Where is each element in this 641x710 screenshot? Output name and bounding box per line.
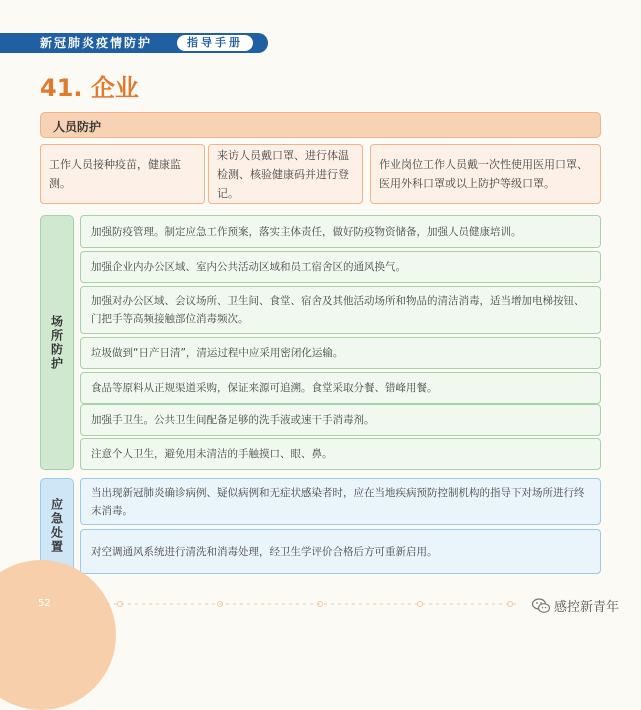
venue-item-2: 加强企业内办公区域、室内公共活动区域和员工宿舍区的通风换气。 — [80, 251, 601, 283]
personnel-item-2: 来访人员戴口罩、进行体温检测、核验健康码并进行登记。 — [208, 144, 363, 204]
venue-item-4: 垃圾做到“日产日清”，清运过程中应采用密闭化运输。 — [80, 337, 601, 369]
personnel-protection-heading — [40, 112, 601, 138]
watermark-text: 感控新青年 — [553, 600, 619, 615]
header-title: 新冠肺炎疫情防护 — [40, 36, 153, 50]
personnel-item-1: 工作人员接种疫苗，健康监测。 — [40, 144, 205, 204]
header-subtitle: 指导手册 — [177, 35, 253, 51]
wechat-icon — [532, 598, 550, 614]
page-number: 52 — [38, 598, 51, 609]
wechat-watermark — [532, 596, 619, 615]
venue-protection-label: 场所防护 — [49, 314, 64, 371]
venue-protection-label-box — [40, 215, 74, 470]
venue-item-7: 注意个人卫生，避免用未清洁的手触摸口、眼、鼻。 — [80, 438, 601, 470]
venue-item-6: 加强手卫生。公共卫生间配备足够的洗手液或速干手消毒剂。 — [80, 404, 601, 436]
emergency-item-1: 当出现新冠肺炎确诊病例、疑似病例和无症状感染者时，应在当地疾病预防控制机构的指导下对场所进行终末消毒。 — [80, 478, 601, 525]
page-number-circle — [0, 560, 116, 710]
emergency-item-2: 对空调通风系统进行清洗和消毒处理，经卫生学评价合格后方可重新启用。 — [80, 529, 601, 574]
dotted-line-graphic — [100, 600, 520, 608]
venue-item-1: 加强防疫管理。制定应急工作预案，落实主体责任，做好防疫物资储备，加强人员健康培训。 — [80, 215, 601, 248]
personnel-item-3: 作业岗位工作人员戴一次性使用医用口罩、医用外科口罩或以上防护等级口罩。 — [370, 144, 601, 204]
venue-item-3: 加强对办公区域、会议场所、卫生间、食堂、宿舍及其他活动场所和物品的清洁消毒，适当增加电梯按钮、门把手等高频接触部位消毒频次。 — [80, 286, 601, 334]
decorative-dotted-line — [100, 600, 520, 608]
page-title: 41. 企业 — [40, 74, 139, 102]
personnel-protection-label: 人员防护 — [53, 120, 102, 134]
emergency-label: 应急处置 — [49, 498, 64, 554]
venue-item-5: 食品等原料从正规渠道采购，保证来源可追溯。食堂采取分餐、错峰用餐。 — [80, 372, 601, 404]
